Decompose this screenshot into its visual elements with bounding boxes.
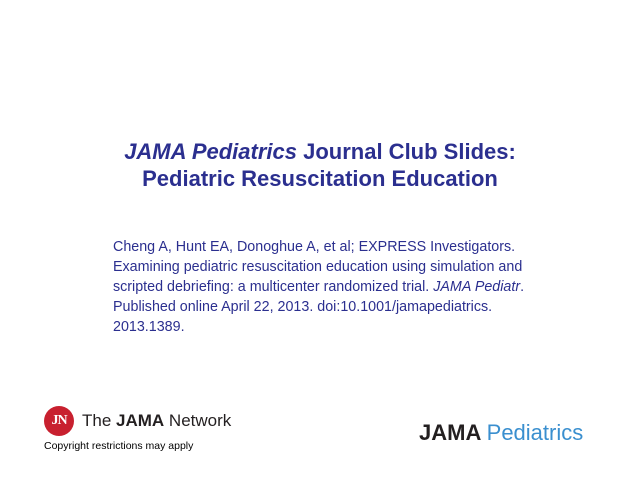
- citation-line-2: Examining pediatric resuscitation education using simulation and: [113, 259, 523, 275]
- citation-line-3-end: .: [520, 279, 525, 295]
- citation-line-3: [113, 277, 553, 297]
- journal-logo-pediatrics: Pediatrics: [486, 420, 584, 445]
- network-prefix: The: [82, 411, 117, 430]
- title-line-2: Pediatric Resuscitation Education: [142, 166, 498, 191]
- citation-line-4: Published online April 22, 2013. doi:10.1001/jamapediatrics.: [113, 299, 493, 315]
- title-journal-name: JAMA Pediatrics: [124, 139, 297, 164]
- jama-network-logo: [44, 405, 231, 437]
- journal-logo-jama: JAMA: [419, 420, 487, 445]
- jama-pediatrics-logo: [419, 420, 583, 446]
- citation: [113, 237, 553, 337]
- network-logo-text: [82, 411, 231, 431]
- title-line-1-rest: Journal Club Slides:: [297, 139, 516, 164]
- citation-line-3-text: scripted debriefing: a multicenter randomized trial.: [113, 279, 434, 295]
- citation-line-5: 2013.1389.: [113, 319, 185, 335]
- jn-logo-icon: JN: [44, 406, 74, 436]
- network-bold: JAMA: [116, 411, 165, 430]
- title-line-1: [0, 138, 640, 165]
- slide-title: [0, 138, 640, 192]
- citation-journal-abbrev: JAMA Pediatr: [433, 279, 521, 295]
- citation-line-1: Cheng A, Hunt EA, Donoghue A, et al; EXPRESS Investigators.: [113, 239, 516, 255]
- network-suffix: Network: [164, 411, 232, 430]
- copyright-notice: Copyright restrictions may apply: [44, 440, 194, 452]
